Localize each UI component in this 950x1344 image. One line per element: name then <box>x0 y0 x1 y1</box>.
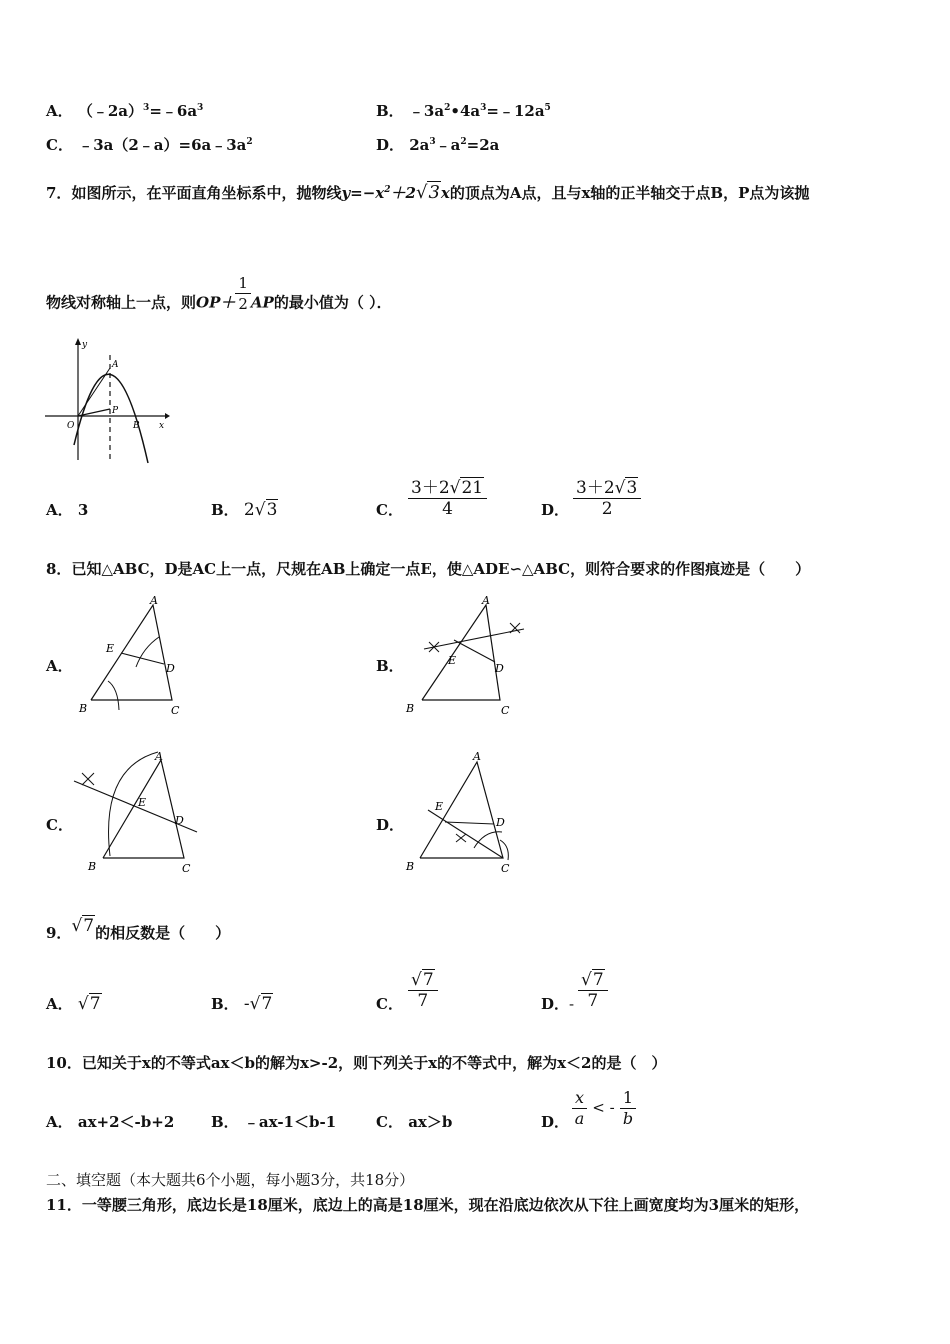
svg-text:B: B <box>406 860 415 873</box>
q9-option-d-fraction: $\frac{√7}{7}$ <box>578 970 608 1011</box>
q9-option-b: B． -√7 <box>211 994 273 1014</box>
q9-option-c: C． <box>376 995 403 1013</box>
q7-option-b: B． 2√3 <box>211 500 278 520</box>
svg-text:E: E <box>106 642 115 655</box>
q10-option-a: A． ax+2＜-b+2 <box>46 1113 175 1131</box>
q7-label-x: x <box>159 421 165 431</box>
svg-text:B: B <box>88 860 97 873</box>
q6-option-c: C． $﹣3a(2﹣a)=6a﹣3a^2$ <box>46 136 253 154</box>
q9-option-c-fraction: $\frac{√7}{7}$ <box>408 970 438 1011</box>
q8-option-d-figure <box>400 748 530 878</box>
q7-option-c: C． <box>376 501 403 519</box>
q10-option-d-expression: $\frac{x}{a}$ < - $\frac{1}{b}$ <box>572 1088 636 1129</box>
q8-option-d-label: D． <box>376 816 405 834</box>
q8-option-a-figure <box>75 592 190 717</box>
q7-option-d-fraction: $\frac{3+2√3}{2}$ <box>573 478 641 519</box>
svg-text:A: A <box>150 594 158 607</box>
q7-option-a: A． 3 <box>46 501 89 519</box>
svg-text:E: E <box>138 796 147 809</box>
svg-text:B: B <box>79 702 88 715</box>
q11-stem: 11．一等腰三角形，底边长是18厘米，底边上的高是18厘米，现在沿底边依次从下往上画宽度均为3厘米的矩形， <box>46 1196 810 1214</box>
svg-text:E: E <box>448 654 457 667</box>
q6-option-b: B． $﹣3a^2•4a^3=﹣12a^5$ <box>376 102 551 120</box>
q7-parabola-figure <box>40 335 175 465</box>
svg-text:A: A <box>155 750 163 763</box>
q7-label-y: y <box>82 340 88 350</box>
q6-option-a: A． $(﹣2a)^3=﹣6a^3$ <box>46 102 204 120</box>
svg-text:E: E <box>435 800 444 813</box>
svg-text:A: A <box>473 750 481 763</box>
svg-text:A: A <box>482 594 490 607</box>
q7-option-d: D． <box>541 501 570 519</box>
svg-text:D: D <box>495 662 504 675</box>
q9-option-a: A． √7 <box>46 994 101 1014</box>
q8-option-c-figure <box>70 748 205 878</box>
q9-option-d: D．- <box>541 995 575 1013</box>
q10-option-b: B． ﹣ax-1＜b-1 <box>211 1113 337 1131</box>
q8-option-c-label: C． <box>46 816 73 834</box>
q7-stem-line2: 物线对称轴上一点，则OP＋ $\frac{1}{2}$ AP的最小值为（ ）． <box>46 274 392 313</box>
svg-text:C: C <box>501 704 510 717</box>
q8-option-b-label: B． <box>376 657 404 675</box>
section-title: 二、填空题（本大题共6个小题，每小题3分，共18分） <box>46 1171 415 1189</box>
q8-option-b-figure <box>402 592 532 717</box>
q10-stem: 10．已知关于x的不等式ax＜b的解为x>-2，则下列关于x的不等式中，解为x＜2的是（ ） <box>46 1054 667 1072</box>
q7-stem-line1: 7．如图所示，在平面直角坐标系中，抛物线$y=-x^2+2√3x$的顶点为A点，且与x轴的正半轴交于点B，P点为该抛 <box>46 182 810 203</box>
q7-formula: $y=-x^2+2√3x$ <box>341 182 450 203</box>
svg-text:B: B <box>406 702 415 715</box>
q10-option-c: C． ax＞b <box>376 1113 453 1131</box>
svg-text:D: D <box>175 814 184 827</box>
svg-text:D: D <box>496 816 505 829</box>
q7-label-o: O <box>67 421 75 431</box>
svg-text:C: C <box>182 862 191 875</box>
q7-option-c-fraction: $\frac{3+2√21}{4}$ <box>408 478 487 519</box>
svg-text:C: C <box>501 862 510 875</box>
q7-label-p: P <box>112 406 119 416</box>
q8-stem: 8．已知△ABC，D是AC上一点，尺规在AB上确定一点E，使△ADE∽△ABC，则符合要求的作图痕迹是（ ） <box>46 560 811 578</box>
svg-text:C: C <box>171 704 180 717</box>
q7-label-b: B <box>133 421 140 431</box>
q8-option-a-label: A． <box>46 657 73 675</box>
svg-text:D: D <box>166 662 175 675</box>
q6-option-d: D． $2a^3﹣a^2=2a$ <box>376 136 500 154</box>
q10-option-d: D． <box>541 1113 570 1131</box>
q9-stem: 9．√7的相反数是（ ） <box>46 916 231 942</box>
q7-label-a: A <box>112 360 119 370</box>
